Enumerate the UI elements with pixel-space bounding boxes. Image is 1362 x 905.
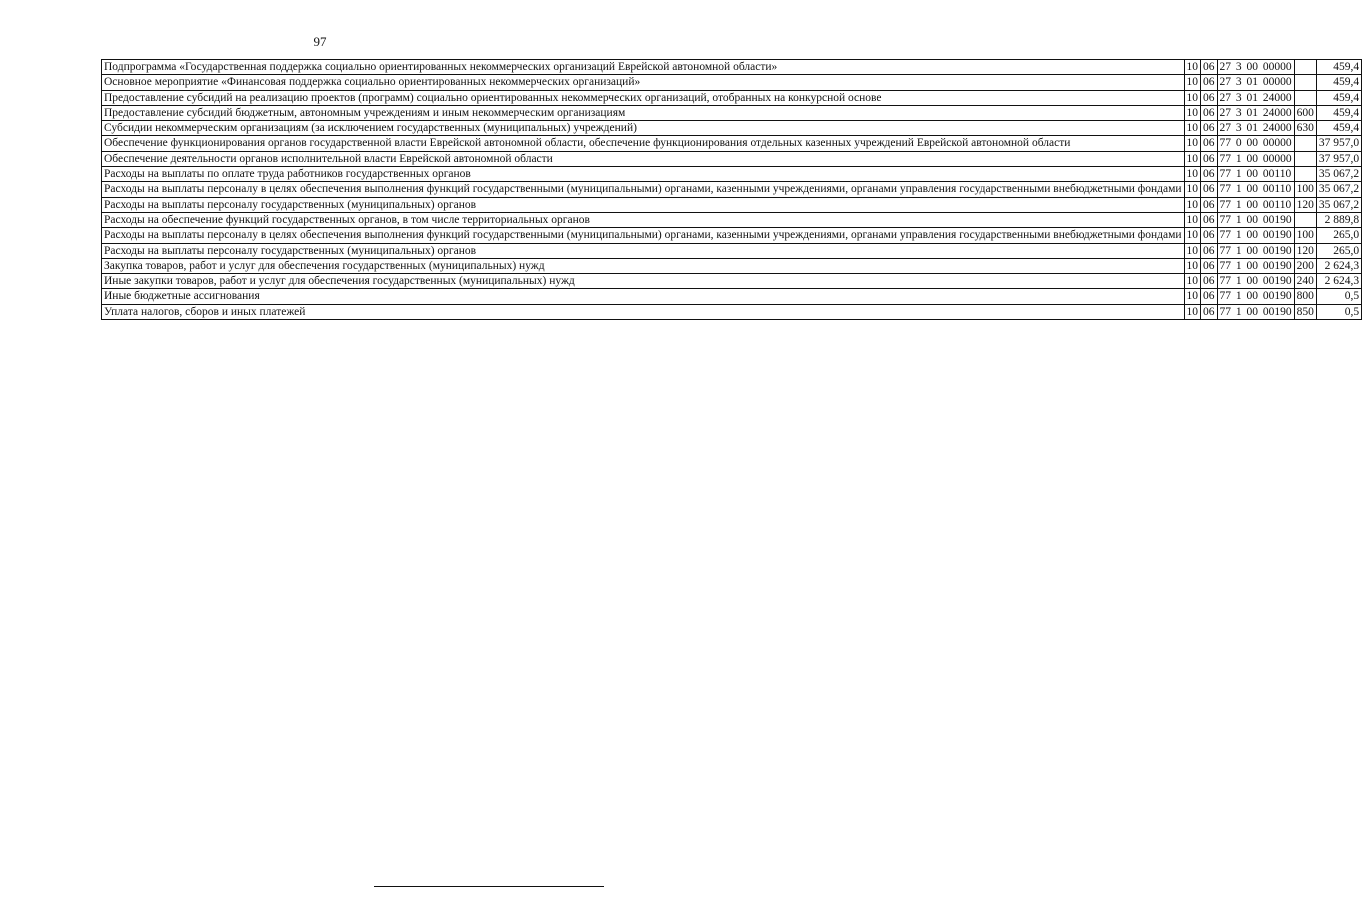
table-row <box>102 75 1362 90</box>
target-item-code-cell: 77 1 00 00190 <box>1217 243 1294 258</box>
subsection-code-cell: 06 <box>1201 274 1218 289</box>
table-row <box>102 212 1362 227</box>
section-code-cell: 10 <box>1184 136 1201 151</box>
section-code-cell: 10 <box>1184 212 1201 227</box>
expense-type-code-cell <box>1294 167 1316 182</box>
section-code-cell: 10 <box>1184 228 1201 243</box>
expense-type-code-cell <box>1294 60 1316 75</box>
expense-type-code-cell: 850 <box>1294 304 1316 319</box>
expense-type-code-cell <box>1294 90 1316 105</box>
target-item-code-cell: 77 1 00 00110 <box>1217 197 1294 212</box>
target-item-code-cell: 27 3 01 24000 <box>1217 105 1294 120</box>
expense-name-cell: Обеспечение функционирования органов государственной власти Еврейской автономной области, обеспечение функционирования отдельных казенных учреждений Еврейской автономной области <box>102 136 1185 151</box>
table-row <box>102 274 1362 289</box>
expense-type-code-cell: 120 <box>1294 197 1316 212</box>
amount-cell: 459,4 <box>1316 105 1361 120</box>
expense-type-code-cell: 200 <box>1294 258 1316 273</box>
target-item-code-cell: 77 1 00 00190 <box>1217 258 1294 273</box>
table-row <box>102 60 1362 75</box>
expense-name-cell: Подпрограмма «Государственная поддержка социально ориентированных некоммерческих организаций Еврейской автономной области» <box>102 60 1185 75</box>
target-item-code-cell: 77 1 00 00000 <box>1217 151 1294 166</box>
target-item-code-cell: 77 1 00 00190 <box>1217 212 1294 227</box>
budget-table <box>101 59 1362 320</box>
section-code-cell: 10 <box>1184 274 1201 289</box>
table-row <box>102 136 1362 151</box>
amount-cell: 459,4 <box>1316 121 1361 136</box>
expense-name-cell: Расходы на выплаты персоналу государственных (муниципальных) органов <box>102 197 1185 212</box>
expense-type-code-cell: 800 <box>1294 289 1316 304</box>
section-code-cell: 10 <box>1184 289 1201 304</box>
table-row <box>102 121 1362 136</box>
section-code-cell: 10 <box>1184 60 1201 75</box>
table-row <box>102 304 1362 319</box>
subsection-code-cell: 06 <box>1201 289 1218 304</box>
amount-cell: 35 067,2 <box>1316 182 1361 197</box>
section-code-cell: 10 <box>1184 258 1201 273</box>
expense-type-code-cell <box>1294 212 1316 227</box>
expense-type-code-cell: 120 <box>1294 243 1316 258</box>
target-item-code-cell: 27 3 01 24000 <box>1217 121 1294 136</box>
section-code-cell: 10 <box>1184 243 1201 258</box>
amount-cell: 459,4 <box>1316 75 1361 90</box>
table-row <box>102 167 1362 182</box>
section-code-cell: 10 <box>1184 121 1201 136</box>
section-code-cell: 10 <box>1184 197 1201 212</box>
amount-cell: 459,4 <box>1316 60 1361 75</box>
subsection-code-cell: 06 <box>1201 243 1218 258</box>
target-item-code-cell: 77 1 00 00190 <box>1217 274 1294 289</box>
expense-name-cell: Основное мероприятие «Финансовая поддержка социально ориентированных некоммерческих организаций» <box>102 75 1185 90</box>
section-code-cell: 10 <box>1184 151 1201 166</box>
subsection-code-cell: 06 <box>1201 304 1218 319</box>
expense-name-cell: Иные бюджетные ассигнования <box>102 289 1185 304</box>
expense-type-code-cell: 100 <box>1294 228 1316 243</box>
subsection-code-cell: 06 <box>1201 90 1218 105</box>
table-row <box>102 197 1362 212</box>
section-code-cell: 10 <box>1184 90 1201 105</box>
expense-name-cell: Уплата налогов, сборов и иных платежей <box>102 304 1185 319</box>
subsection-code-cell: 06 <box>1201 182 1218 197</box>
subsection-code-cell: 06 <box>1201 258 1218 273</box>
subsection-code-cell: 06 <box>1201 136 1218 151</box>
amount-cell: 2 624,3 <box>1316 274 1361 289</box>
subsection-code-cell: 06 <box>1201 228 1218 243</box>
target-item-code-cell: 27 3 00 00000 <box>1217 60 1294 75</box>
table-row <box>102 289 1362 304</box>
expense-name-cell: Иные закупки товаров, работ и услуг для обеспечения государственных (муниципальных) нужд <box>102 274 1185 289</box>
amount-cell: 265,0 <box>1316 243 1361 258</box>
amount-cell: 2 624,3 <box>1316 258 1361 273</box>
expense-name-cell: Предоставление субсидий бюджетным, автономным учреждениям и иным некоммерческим организациям <box>102 105 1185 120</box>
subsection-code-cell: 06 <box>1201 75 1218 90</box>
subsection-code-cell: 06 <box>1201 151 1218 166</box>
expense-name-cell: Расходы на выплаты персоналу в целях обеспечения выполнения функций государственными (муниципальными) органами, казенными учреждениями, органами управления государственными внебюджетными фондами <box>102 228 1185 243</box>
page-number: 97 <box>313 34 327 49</box>
table-row <box>102 151 1362 166</box>
subsection-code-cell: 06 <box>1201 197 1218 212</box>
amount-cell: 2 889,8 <box>1316 212 1361 227</box>
amount-cell: 459,4 <box>1316 90 1361 105</box>
expense-type-code-cell <box>1294 151 1316 166</box>
subsection-code-cell: 06 <box>1201 60 1218 75</box>
expense-name-cell: Расходы на обеспечение функций государственных органов, в том числе территориальных органов <box>102 212 1185 227</box>
expense-name-cell: Закупка товаров, работ и услуг для обеспечения государственных (муниципальных) нужд <box>102 258 1185 273</box>
table-row <box>102 90 1362 105</box>
target-item-code-cell: 77 1 00 00190 <box>1217 228 1294 243</box>
amount-cell: 265,0 <box>1316 228 1361 243</box>
table-row <box>102 258 1362 273</box>
expense-type-code-cell: 100 <box>1294 182 1316 197</box>
target-item-code-cell: 27 3 01 00000 <box>1217 75 1294 90</box>
expense-type-code-cell <box>1294 75 1316 90</box>
target-item-code-cell: 77 0 00 00000 <box>1217 136 1294 151</box>
subsection-code-cell: 06 <box>1201 105 1218 120</box>
section-code-cell: 10 <box>1184 182 1201 197</box>
target-item-code-cell: 77 1 00 00110 <box>1217 167 1294 182</box>
amount-cell: 35 067,2 <box>1316 167 1361 182</box>
target-item-code-cell: 27 3 01 24000 <box>1217 90 1294 105</box>
expense-type-code-cell: 240 <box>1294 274 1316 289</box>
amount-cell: 37 957,0 <box>1316 136 1361 151</box>
table-row <box>102 182 1362 197</box>
section-code-cell: 10 <box>1184 75 1201 90</box>
section-code-cell: 10 <box>1184 105 1201 120</box>
budget-table-body <box>102 60 1362 320</box>
target-item-code-cell: 77 1 00 00190 <box>1217 289 1294 304</box>
target-item-code-cell: 77 1 00 00110 <box>1217 182 1294 197</box>
table-row <box>102 228 1362 243</box>
expense-name-cell: Расходы на выплаты персоналу государственных (муниципальных) органов <box>102 243 1185 258</box>
table-row <box>102 243 1362 258</box>
amount-cell: 0,5 <box>1316 289 1361 304</box>
expense-name-cell: Расходы на выплаты по оплате труда работников государственных органов <box>102 167 1185 182</box>
expense-name-cell: Обеспечение деятельности органов исполнительной власти Еврейской автономной области <box>102 151 1185 166</box>
expense-name-cell: Субсидии некоммерческим организациям (за исключением государственных (муниципальных) учреждений) <box>102 121 1185 136</box>
footer-rule <box>374 886 604 887</box>
target-item-code-cell: 77 1 00 00190 <box>1217 304 1294 319</box>
expense-type-code-cell: 630 <box>1294 121 1316 136</box>
subsection-code-cell: 06 <box>1201 121 1218 136</box>
amount-cell: 37 957,0 <box>1316 151 1361 166</box>
expense-name-cell: Предоставление субсидий на реализацию проектов (программ) социально ориентированных некоммерческих организаций, отобранных на конкурсной основе <box>102 90 1185 105</box>
amount-cell: 35 067,2 <box>1316 197 1361 212</box>
section-code-cell: 10 <box>1184 304 1201 319</box>
amount-cell: 0,5 <box>1316 304 1361 319</box>
subsection-code-cell: 06 <box>1201 167 1218 182</box>
table-row <box>102 105 1362 120</box>
subsection-code-cell: 06 <box>1201 212 1218 227</box>
expense-type-code-cell: 600 <box>1294 105 1316 120</box>
expense-name-cell: Расходы на выплаты персоналу в целях обеспечения выполнения функций государственными (муниципальными) органами, казенными учреждениями, органами управления государственными внебюджетными фондами <box>102 182 1185 197</box>
section-code-cell: 10 <box>1184 167 1201 182</box>
expense-type-code-cell <box>1294 136 1316 151</box>
